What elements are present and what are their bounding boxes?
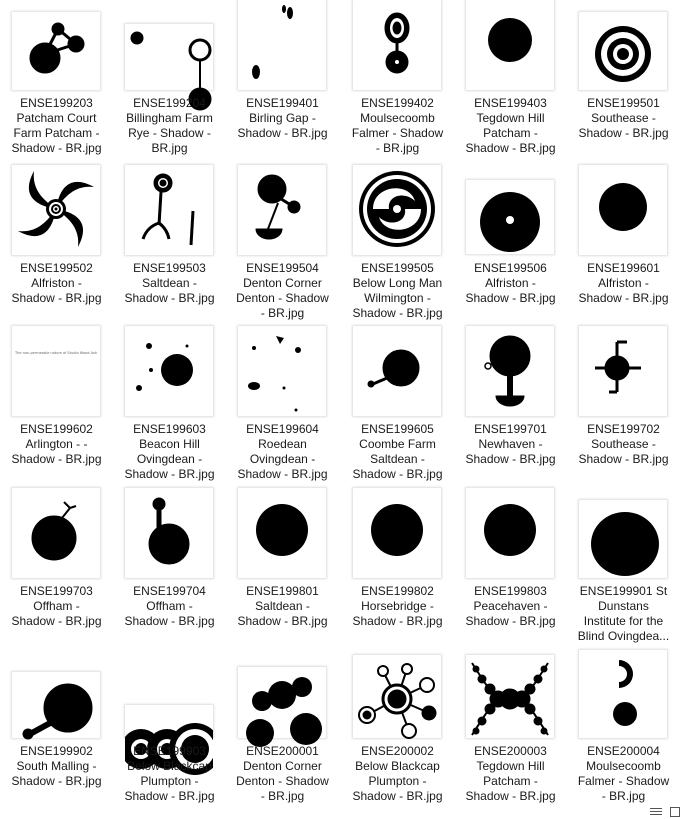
- file-name-label: ENSE199601 Alfriston - Shadow - BR.jpg: [578, 261, 669, 305]
- image-thumbnail-icon: [579, 165, 667, 255]
- image-thumbnail-icon: [12, 165, 100, 255]
- image-thumbnail-icon: [466, 488, 554, 578]
- file-name-label: ENSE200004 Moulsecoomb Falmer - Shadow - BR.jpg: [577, 744, 670, 803]
- image-thumbnail-icon: [466, 0, 554, 90]
- image-thumbnail-icon: [238, 326, 326, 416]
- file-name-label: ENSE199204 Billingham Farm Rye - Shadow - BR.jpg: [126, 96, 213, 155]
- view-switcher: [642, 805, 683, 819]
- thumbnail-caption-line: The non-permeable nature of Studio Wood Ash: [14, 351, 98, 355]
- file-name-label: ENSE199901 St Dunstans Institute for the Blind Ovingdea...: [577, 584, 670, 643]
- image-thumbnail-icon: [125, 705, 213, 738]
- file-name-label: ENSE199402 Moulsecoomb Falmer - Shadow - BR.jpg: [351, 96, 444, 155]
- image-thumbnail-icon: [125, 165, 213, 255]
- image-thumbnail-icon: [353, 326, 441, 416]
- file-name-label: ENSE199704 Offham - Shadow - BR.jpg: [124, 584, 215, 628]
- image-thumbnail-icon: [579, 650, 667, 738]
- file-name-label: ENSE199506 Alfriston - Shadow - BR.jpg: [465, 261, 556, 305]
- image-thumbnail-icon: [12, 488, 100, 578]
- file-name-label: ENSE199603 Beacon Hill Ovingdean - Shadow - BR.jpg: [124, 422, 215, 481]
- image-thumbnail-icon: [12, 326, 100, 416]
- image-thumbnail-icon: [12, 672, 100, 738]
- image-thumbnail-icon: [125, 24, 213, 90]
- file-name-label: ENSE199604 Roedean Ovingdean - Shadow - BR.jpg: [237, 422, 328, 481]
- file-name-label: ENSE199902 South Malling - Shadow - BR.jpg: [11, 744, 102, 788]
- file-name-label: ENSE199401 Birling Gap - Shadow - BR.jpg: [237, 96, 328, 140]
- file-name-label: ENSE199203 Patcham Court Farm Patcham - Shadow - BR.jpg: [11, 96, 102, 155]
- image-thumbnail-icon: [238, 667, 326, 738]
- file-name-label: ENSE200003 Tegdown Hill Patcham - Shadow - BR.jpg: [465, 744, 556, 803]
- image-thumbnail-icon: [125, 488, 213, 578]
- image-thumbnail-icon: [466, 326, 554, 416]
- image-thumbnail-icon: [466, 180, 554, 254]
- file-name-label: ENSE199803 Peacehaven - Shadow - BR.jpg: [465, 584, 556, 628]
- file-name-label: ENSE200002 Below Blackcap Plumpton - Shadow - BR.jpg: [352, 744, 443, 803]
- image-thumbnail-icon: [579, 12, 667, 90]
- file-name-label: ENSE199702 Southease - Shadow - BR.jpg: [578, 422, 669, 466]
- file-name-label: ENSE199703 Offham - Shadow - BR.jpg: [11, 584, 102, 628]
- image-thumbnail-icon: [466, 655, 554, 738]
- image-thumbnail-icon: [579, 500, 667, 578]
- image-thumbnail-icon: [12, 12, 100, 90]
- file-name-label: ENSE199903 Below Blackcap Plumpton - Shadow - BR.jpg: [124, 744, 215, 803]
- file-name-label: ENSE199701 Newhaven - Shadow - BR.jpg: [465, 422, 556, 466]
- file-name-label: ENSE199605 Coombe Farm Saltdean - Shadow - BR.jpg: [352, 422, 443, 481]
- file-name-label: ENSE199502 Alfriston - Shadow - BR.jpg: [11, 261, 102, 305]
- file-name-label: ENSE199504 Denton Corner Denton - Shadow - BR.jpg: [236, 261, 329, 320]
- image-thumbnail-icon: [353, 165, 441, 255]
- image-thumbnail-icon: [353, 488, 441, 578]
- file-name-label: ENSE199403 Tegdown Hill Patcham - Shadow - BR.jpg: [465, 96, 556, 155]
- image-thumbnail-icon: [579, 326, 667, 416]
- image-thumbnail-icon: [125, 326, 213, 416]
- image-thumbnail-icon: [238, 488, 326, 578]
- image-thumbnail-icon: [353, 655, 441, 738]
- file-name-label: ENSE199501 Southease - Shadow - BR.jpg: [578, 96, 669, 140]
- large-icons-view-icon[interactable]: [670, 807, 680, 817]
- file-name-label: ENSE199505 Below Long Man Wilmington - Shadow - BR.jpg: [352, 261, 443, 320]
- file-name-label: ENSE199503 Saltdean - Shadow - BR.jpg: [124, 261, 215, 305]
- file-name-label: ENSE200001 Denton Corner Denton - Shadow - BR.jpg: [236, 744, 329, 803]
- details-view-icon[interactable]: [650, 808, 662, 817]
- file-name-label: ENSE199802 Horsebridge - Shadow - BR.jpg: [352, 584, 443, 628]
- image-thumbnail-icon: [238, 0, 326, 90]
- image-thumbnail-icon: [238, 165, 326, 255]
- file-name-label: ENSE199602 Arlington - - Shadow - BR.jpg: [11, 422, 102, 466]
- image-thumbnail-icon: [353, 0, 441, 90]
- file-name-label: ENSE199801 Saltdean - Shadow - BR.jpg: [237, 584, 328, 628]
